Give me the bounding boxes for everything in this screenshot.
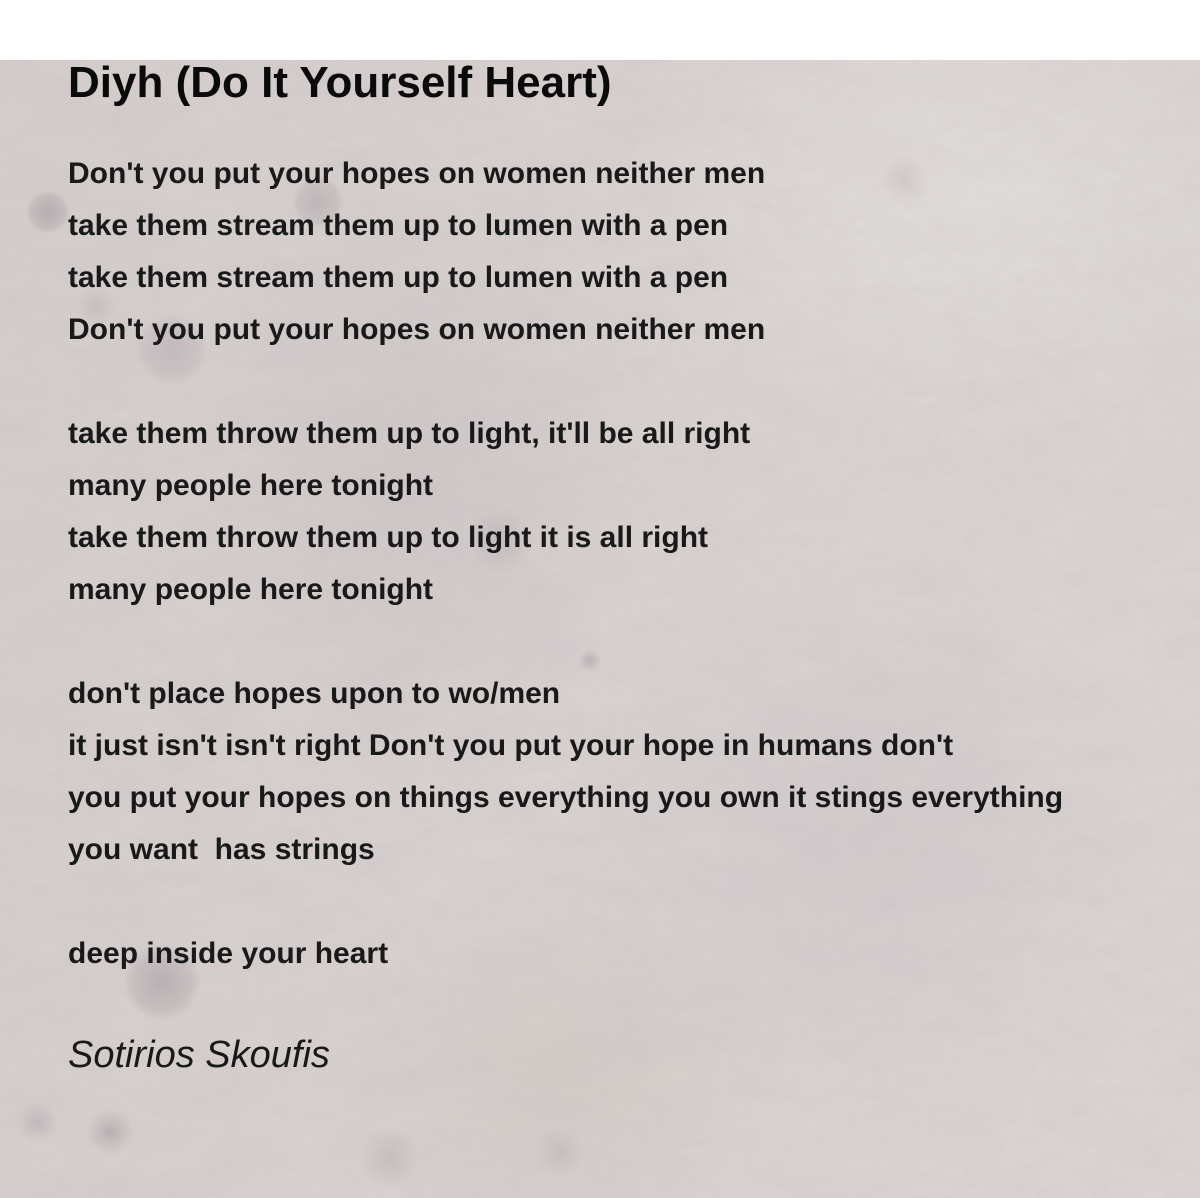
poem-line: don't place hopes upon to wo/men [68, 677, 561, 710]
poem-line: take them throw them up to light it is all right [68, 521, 709, 554]
poem-line: take them stream them up to lumen with a pen [68, 261, 729, 294]
poem-stanza-2 [68, 408, 1150, 616]
poem-line: take them stream them up to lumen with a pen [68, 209, 729, 242]
poem-content [0, 60, 1200, 1078]
poem-line: you want has strings [68, 833, 375, 866]
poem-line: many people here tonight [68, 573, 434, 606]
poem-stanza-4 [68, 928, 1150, 980]
poem-author: Sotirios Skoufis [68, 1034, 330, 1076]
poem-line: it just isn't isn't right Don't you put your hope in humans don't [68, 729, 954, 762]
poem-title: Diyh (Do It Yourself Heart) [68, 58, 612, 107]
poem-stanza-1 [68, 148, 1150, 356]
poem-page [0, 60, 1200, 1198]
poem-line: you put your hopes on things everything you own it stings everything [68, 781, 1064, 814]
poem-line: deep inside your heart [68, 937, 389, 970]
poem-line: take them throw them up to light, it'll be all right [68, 417, 751, 450]
poem-line: Don't you put your hopes on women neither men [68, 157, 766, 190]
poem-body [68, 148, 1150, 980]
poem-stanza-3 [68, 668, 1150, 876]
poem-line: many people here tonight [68, 469, 434, 502]
poem-line: Don't you put your hopes on women neither men [68, 313, 766, 346]
